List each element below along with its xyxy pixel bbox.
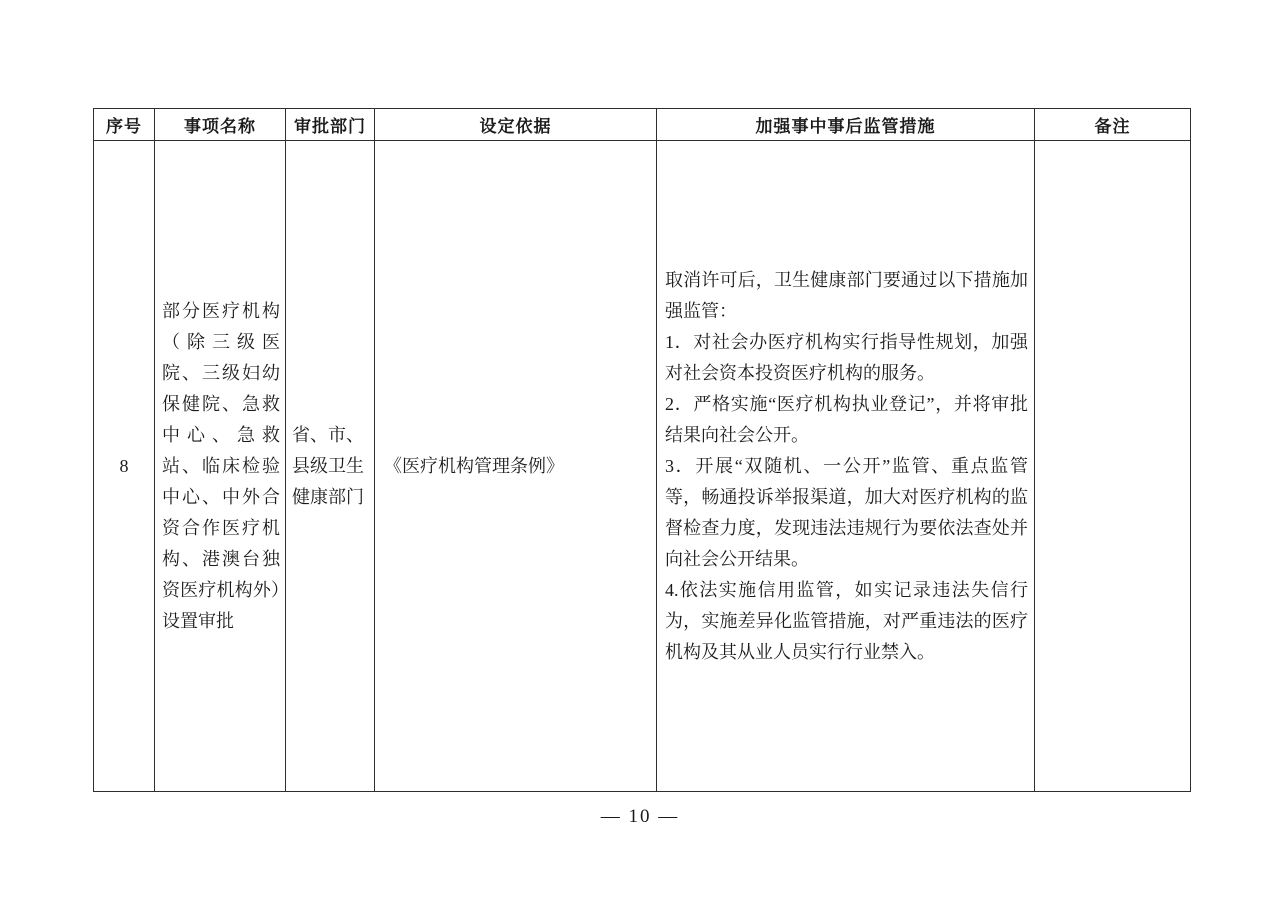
measure-paragraph: 取消许可后，卫生健康部门要通过以下措施加强监管： [665, 269, 1028, 321]
cell-legal-basis: 《医疗机构管理条例》 [375, 141, 657, 792]
measure-paragraph: 3．开展“双随机、一公开”监管、重点监管等，畅通投诉举报渠道，加大对医疗机构的监督检查力度，发现违法违规行为要依法查处并向社会公开结果。 [665, 455, 1028, 569]
header-supervision-measures: 加强事中事后监管措施 [657, 109, 1035, 141]
approval-items-table [93, 108, 1191, 792]
header-remarks: 备注 [1035, 109, 1191, 141]
cell-item-name: 部分医疗机构（除三级医院、三级妇幼保健院、急救中心、急救站、临床检验中心、中外合资合作医疗机构、港澳台独资医疗机构外）设置审批 [155, 141, 286, 792]
header-item-name: 事项名称 [155, 109, 286, 141]
header-serial-number: 序号 [94, 109, 155, 141]
measure-paragraph: 1．对社会办医疗机构实行指导性规划，加强对社会资本投资医疗机构的服务。 [665, 331, 1028, 383]
measure-paragraph: 4.依法实施信用监管，如实记录违法失信行为，实施差异化监管措施，对严重违法的医疗机构及其从业人员实行行业禁入。 [665, 579, 1028, 662]
cell-supervision-measures [657, 141, 1035, 792]
table-row [94, 141, 1191, 792]
header-legal-basis: 设定依据 [375, 109, 657, 141]
supervision-measures-text [665, 265, 1028, 668]
table-header-row [94, 109, 1191, 141]
page-number: — 10 — [600, 806, 680, 827]
measure-paragraph: 2．严格实施“医疗机构执业登记”，并将审批结果向社会公开。 [665, 393, 1028, 445]
header-approval-department: 审批部门 [286, 109, 375, 141]
cell-serial-number: 8 [94, 141, 155, 792]
cell-approval-department: 省、市、县级卫生健康部门 [286, 141, 375, 792]
cell-remarks [1035, 141, 1191, 792]
